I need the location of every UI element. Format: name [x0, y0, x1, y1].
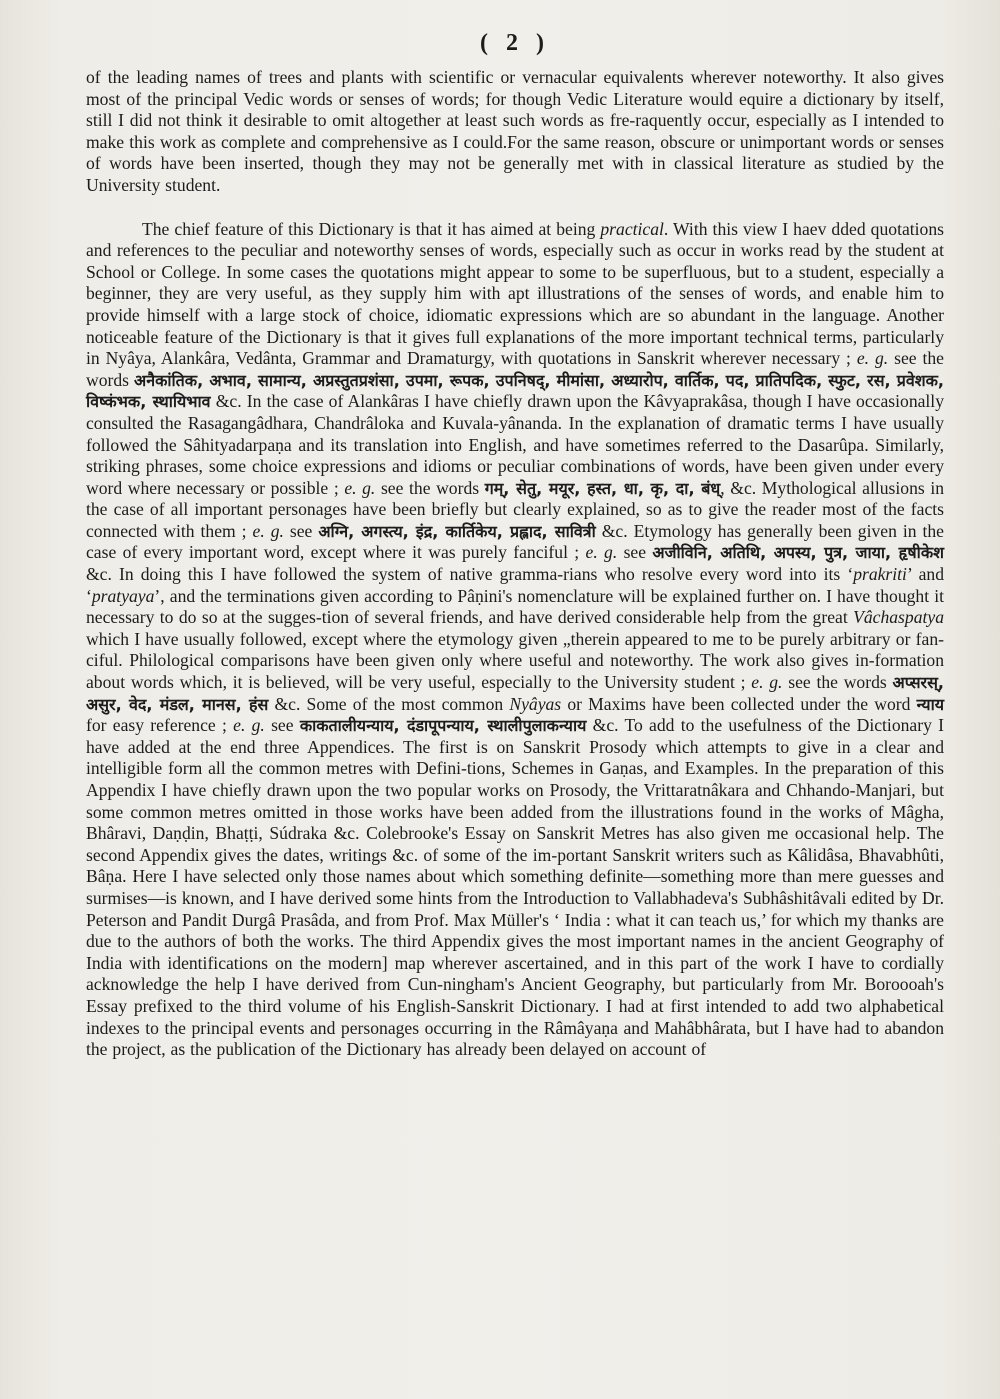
italic-term: e. g.	[585, 542, 618, 563]
page-number: ( 2 )	[480, 30, 550, 56]
text-run: ’ and ‘	[86, 564, 944, 606]
text-run: for easy reference ;	[86, 715, 234, 736]
italic-term: e. g.	[856, 348, 889, 369]
text-run: which I have usually followed, except where the etymology given „therein appeared to me to be purely arbitrary or fan-ciful. Philological comparisons have been given only where useful and noteworthy. The work also gives in-formation about words which, it is believed, will be very useful, especially to the University student ;	[86, 628, 944, 693]
text-run: &c. In the case of Alankâras I have chiefly drawn upon the Kâvyaprakâsa, though I have occasionally consulted the Rasagangâdhara, Chandrâloka and Kuvala-yânanda. In the explanation of dramatic terms I have usually followed the Sâhityadarpaṇa and its translation into English, and have sometimes referred to the Dasarûpa. Similarly, striking phrases, some choice expressions and idioms or peculiar combinations of words, have been given under every word where necessary or possible ;	[86, 391, 944, 498]
sanskrit-words: अग्नि, अगस्त्य, इंद्र, कार्तिकेय, प्रह्लाद, सावित्री	[318, 521, 596, 541]
text-run: see	[264, 715, 300, 736]
text-run: &c. Some of the most common	[268, 693, 510, 714]
text-run: , &c. Mythological allusions in the case of all important personages have been briefly but clearly explained, so as to give the reader most of the facts connected with them ;	[86, 477, 945, 541]
text-run: of the leading names of trees and plants with scientific or vernacular equivalents wherever noteworthy. It also gives most of the principal Vedic words or senses of words; for though Vedic Literature would equire a dictionary by itself, still I did not think it desirable to omit altogether at least such words as fre-raquently occur, especially as I intended to make this work as complete and comprehensive as I could.For the same reason, obscure or unimportant words or senses of words have been inserted, though they may not be generally met with in classical literature as studied by the University student.	[86, 67, 944, 195]
text-run: see	[283, 520, 319, 541]
text-run: &c. To add to the usefulness of the Dictionary I have added at the end three Appendices. The first is on Sanskrit Prosody which attempts to give in a clear and intelligible form all the common metres with Defini-tions, Schemes in Gaṇas, and Examples. In the preparation of this Appendix I have chiefly drawn upon the two popular works on Prosody, the Vrittaratnâkara and Chhando-Manjari, but some common metres omitted in those works have been added from the illustrations found in the works of Mâgha, Bhâravi, Daṇḍin, Bhaṭṭi, Súdraka &c. Colebrooke's Essay on Sanskrit Metres has also given me occasional help. The second Appendix gives the dates, writings &c. of some of the im-portant Sanskrit writers such as Kâlidâsa, Bhavabhûti, Bâṇa. Here I have selected only those names about which something definite—something more than mere guesses and surmises—is known, and I have derived some hints from the Introduction to Vallabhadeva's Subhâshitâvali edited by Dr. Peterson and Pandit Durgâ Prasâda, and from Prof. Max Müller's ‘ India : what it can teach us,’ for which my thanks are due to the authors of both the works. The third Appendix gives the most important names in the ancient Geography of India with identifications on the modern] map wherever ascertained, and in this part of the work I have to cordially acknowledge the help I have derived from Cun-ningham's Ancient Geography, but particularly from Mr. Boroooah's Essay prefixed to the third volume of his English-Sanskrit Dictionary. I had at first intended to add two alphabetical indexes to the principal events and personages occurring in the Râmâyaṇa and Mahâbhârata, but I have had to abandon the project, as the publication of the Dictionary has already been delayed on account of	[86, 715, 944, 1060]
sanskrit-words: अप्सरस्, असुर, वेद, मंडल, मानस, हंस	[86, 673, 944, 714]
italic-term: e. g.	[233, 715, 265, 736]
sanskrit-words: गम्, सेतु, मयूर, हस्त, धा, कृ, दा, बंध्	[484, 478, 721, 498]
sanskrit-words: अजीविनि, अतिथि, अपस्य, पुत्र, जाया, हृषीकेश	[652, 543, 944, 563]
text-run: . With this view I haev dded quotations and references to the peculiar and noteworthy senses of words, especially such as occur in works read by the student at School or College. In some cases the quotations might appear to some to be superfluous, but to a student, especially a beginner, they are very useful, as they supply him with apt illustrations of the senses of words, and enable him to provide himself with a large stock of choice, idiomatic expressions which are so abundant in the language. Another noticeable feature of the Dictionary is that it gives full explanations of the more important technical terms, particularly in Nyâya, Alankâra, Vedânta, Grammar and Dramaturgy, with quotations in Sanskrit wherever necessary ;	[86, 218, 944, 369]
text-run: ’, and the terminations given according to Pâṇini's nomenclature will be explained further on. I have thought it necessary to do so at the sugges-tion of several friends, and have derived considerable help from the great	[86, 585, 944, 628]
text-run: see the words	[782, 672, 893, 693]
paragraph-2	[86, 219, 944, 1061]
italic-term: pratyaya	[91, 585, 155, 606]
paragraph-1	[86, 67, 944, 197]
italic-term: practical	[600, 218, 664, 239]
sanskrit-words: काकतालीयन्याय, दंडापूपन्याय, स्थालीपुलाकन्याय	[299, 716, 587, 736]
text-run: see the words	[86, 348, 944, 390]
italic-term: e. g.	[252, 520, 284, 541]
text-run: The chief feature of this Dictionary is that it has aimed at being	[142, 218, 601, 239]
italic-term: Nyâyas	[509, 693, 562, 714]
text-run: &c. Etymology has generally been given in the case of every important word, except where it was purely fanciful ;	[86, 520, 944, 563]
text-run: or Maxims have been collected under the word	[561, 693, 917, 714]
sanskrit-words: न्याय	[916, 694, 944, 714]
text-run: see the words	[375, 477, 485, 498]
italic-term: e. g.	[751, 672, 783, 693]
text-run: &c. In doing this I have followed the system of native gramma-rians who resolve every word into its ‘	[86, 564, 854, 585]
italic-term: Vâchaspatya	[853, 607, 944, 628]
italic-term: e. g.	[344, 477, 376, 498]
text-run: see	[617, 542, 653, 563]
italic-term: prakriti	[853, 564, 907, 585]
sanskrit-words: अनैकांतिक, अभाव, सामान्य, अप्रस्तुतप्रशंसा, उपमा, रूपक, उपनिषद्, मीमांसा, अध्यारोप, वार्तिक, पद, प्रातिपदिक, स्फुट, रस, प्रवेशक, विष्कंभक, स्थायिभाव	[86, 370, 944, 412]
